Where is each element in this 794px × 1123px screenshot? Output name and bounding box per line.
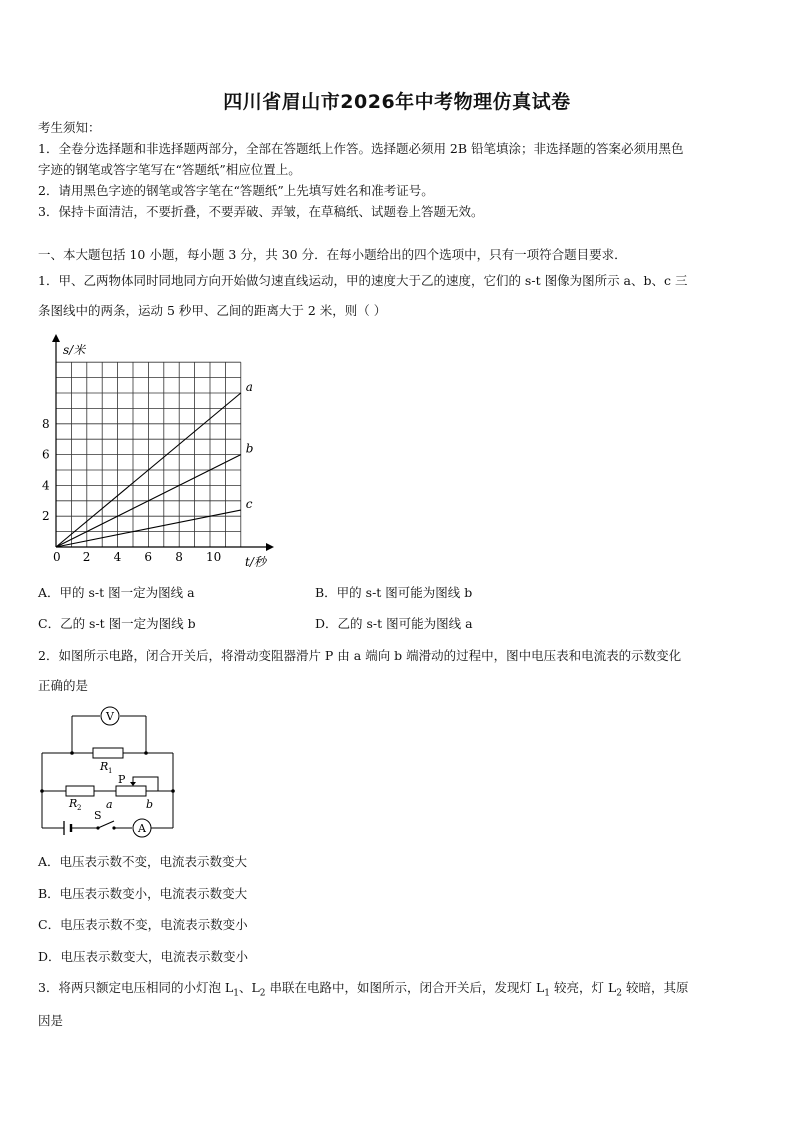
r2-subscript: 2 (77, 804, 82, 812)
resistor-r1-icon (93, 748, 123, 758)
q2-option-b[interactable]: B．电压表示数变小，电流表示数变大 (38, 886, 248, 901)
q3-text: 较亮，灯 L (550, 980, 617, 995)
q2-option-d[interactable]: D．电压表示数变大，电流表示数变小 (38, 949, 249, 964)
junction-dot (40, 789, 44, 793)
line-b-label: b (245, 441, 254, 456)
junction-dot (70, 751, 74, 755)
switch-contact (96, 826, 99, 829)
y-axis-arrow (52, 334, 60, 342)
q3-text: 、L (238, 980, 260, 995)
rheostat-icon (116, 786, 146, 796)
switch-icon (98, 821, 114, 828)
page-title: 四川省眉山市2026年中考物理仿真试卷 (223, 91, 571, 113)
x-tick-label: 10 (206, 550, 222, 564)
notice-line-4: 3．保持卡面清洁，不要折叠，不要弄破、弄皱，在草稿纸、试题卷上答题无效。 (38, 204, 484, 219)
question-3-line-2: 因是 (38, 1013, 64, 1028)
y-axis-label: s/米 (63, 343, 86, 357)
q1-option-d[interactable]: D．乙的 s-t 图可能为图线 a (315, 616, 473, 631)
question-1-line-1: 1．甲、乙两物体同时同地同方向开始做匀速直线运动，甲的速度大于乙的速度，它们的 s-t 图像为图所示 a、b、c 三 (38, 273, 688, 288)
question-2-line-1: 2．如图所示电路，闭合开关后，将滑动变阻器滑片 P 由 a 端向 b 端滑动的过程中，图中电压表和电流表的示数变化 (38, 648, 682, 663)
r1-label: R (100, 760, 109, 773)
q3-text: 较暗，其原 (621, 980, 689, 995)
circuit-diagram (36, 700, 186, 840)
x-axis-label: t/秒 (245, 555, 266, 569)
st-graph (30, 330, 280, 575)
q3-subscript: 1 (544, 988, 550, 999)
x-tick-label: 2 (82, 550, 91, 564)
slider-arrow (130, 782, 136, 786)
notice-line-3: 2．请用黑色字迹的钢笔或答字笔在“答题纸”上先填写姓名和准考证号。 (38, 183, 434, 198)
r1-subscript: 1 (108, 767, 113, 775)
y-tick-label: 2 (42, 509, 50, 524)
ammeter-label: A (138, 822, 146, 835)
switch-contact (112, 826, 115, 829)
line-c-label: c (245, 497, 253, 512)
junction-dot (144, 751, 148, 755)
section-heading: 一、本大题包括 10 小题，每小题 3 分，共 30 分．在每小题给出的四个选项中，只有一项符合题目要求． (38, 247, 627, 262)
resistor-r2-icon (66, 786, 94, 796)
question-1-line-2: 条图线中的两条，运动 5 秒甲、乙间的距离大于 2 米，则（ ） (38, 303, 387, 318)
rheostat-end-a: a (106, 798, 113, 811)
y-tick-label: 4 (42, 478, 50, 493)
q3-subscript: 2 (259, 988, 266, 999)
slider-label: P (118, 773, 126, 786)
junction-dot (171, 789, 175, 793)
q1-option-b[interactable]: B．甲的 s-t 图可能为图线 b (315, 585, 473, 600)
question-3-line-1 (38, 978, 688, 999)
q3-text: 3．将两只额定电压相同的小灯泡 L (38, 980, 234, 995)
x-tick-label: 4 (113, 550, 122, 564)
notice-heading: 考生须知： (38, 120, 101, 135)
x-tick-label: 8 (175, 550, 183, 564)
voltmeter-label: V (106, 710, 114, 723)
q3-text: 串联在电路中，如图所示，闭合开关后，发现灯 L (265, 980, 545, 995)
switch-label: S (94, 809, 102, 822)
rheostat-end-b: b (146, 798, 154, 811)
y-tick-label: 6 (42, 447, 50, 462)
r2-label: R (69, 797, 78, 810)
x-tick-label: 6 (144, 550, 153, 564)
q1-option-c[interactable]: C．乙的 s-t 图一定为图线 b (38, 616, 196, 631)
origin-label: 0 (53, 550, 61, 564)
q3-subscript: 2 (616, 988, 622, 999)
q2-option-c[interactable]: C．电压表示数不变，电流表示数变小 (38, 917, 248, 932)
line-a-label: a (245, 380, 253, 394)
x-axis-arrow (266, 543, 274, 551)
question-2-line-2: 正确的是 (38, 678, 89, 693)
q3-subscript: 1 (233, 988, 239, 999)
q2-option-a[interactable]: A．电压表示数不变，电流表示数变大 (38, 854, 248, 869)
notice-line-1: 1．全卷分选择题和非选择题两部分，全部在答题纸上作答。选择题必须用 2B 铅笔填涂；非选择题的答案必须用黑色 (38, 141, 684, 156)
q1-option-a[interactable]: A．甲的 s-t 图一定为图线 a (38, 585, 195, 600)
graph-grid (56, 362, 241, 547)
notice-line-2: 字迹的钢笔或答字笔写在“答题纸”相应位置上。 (38, 162, 301, 177)
y-tick-label: 8 (42, 416, 50, 431)
